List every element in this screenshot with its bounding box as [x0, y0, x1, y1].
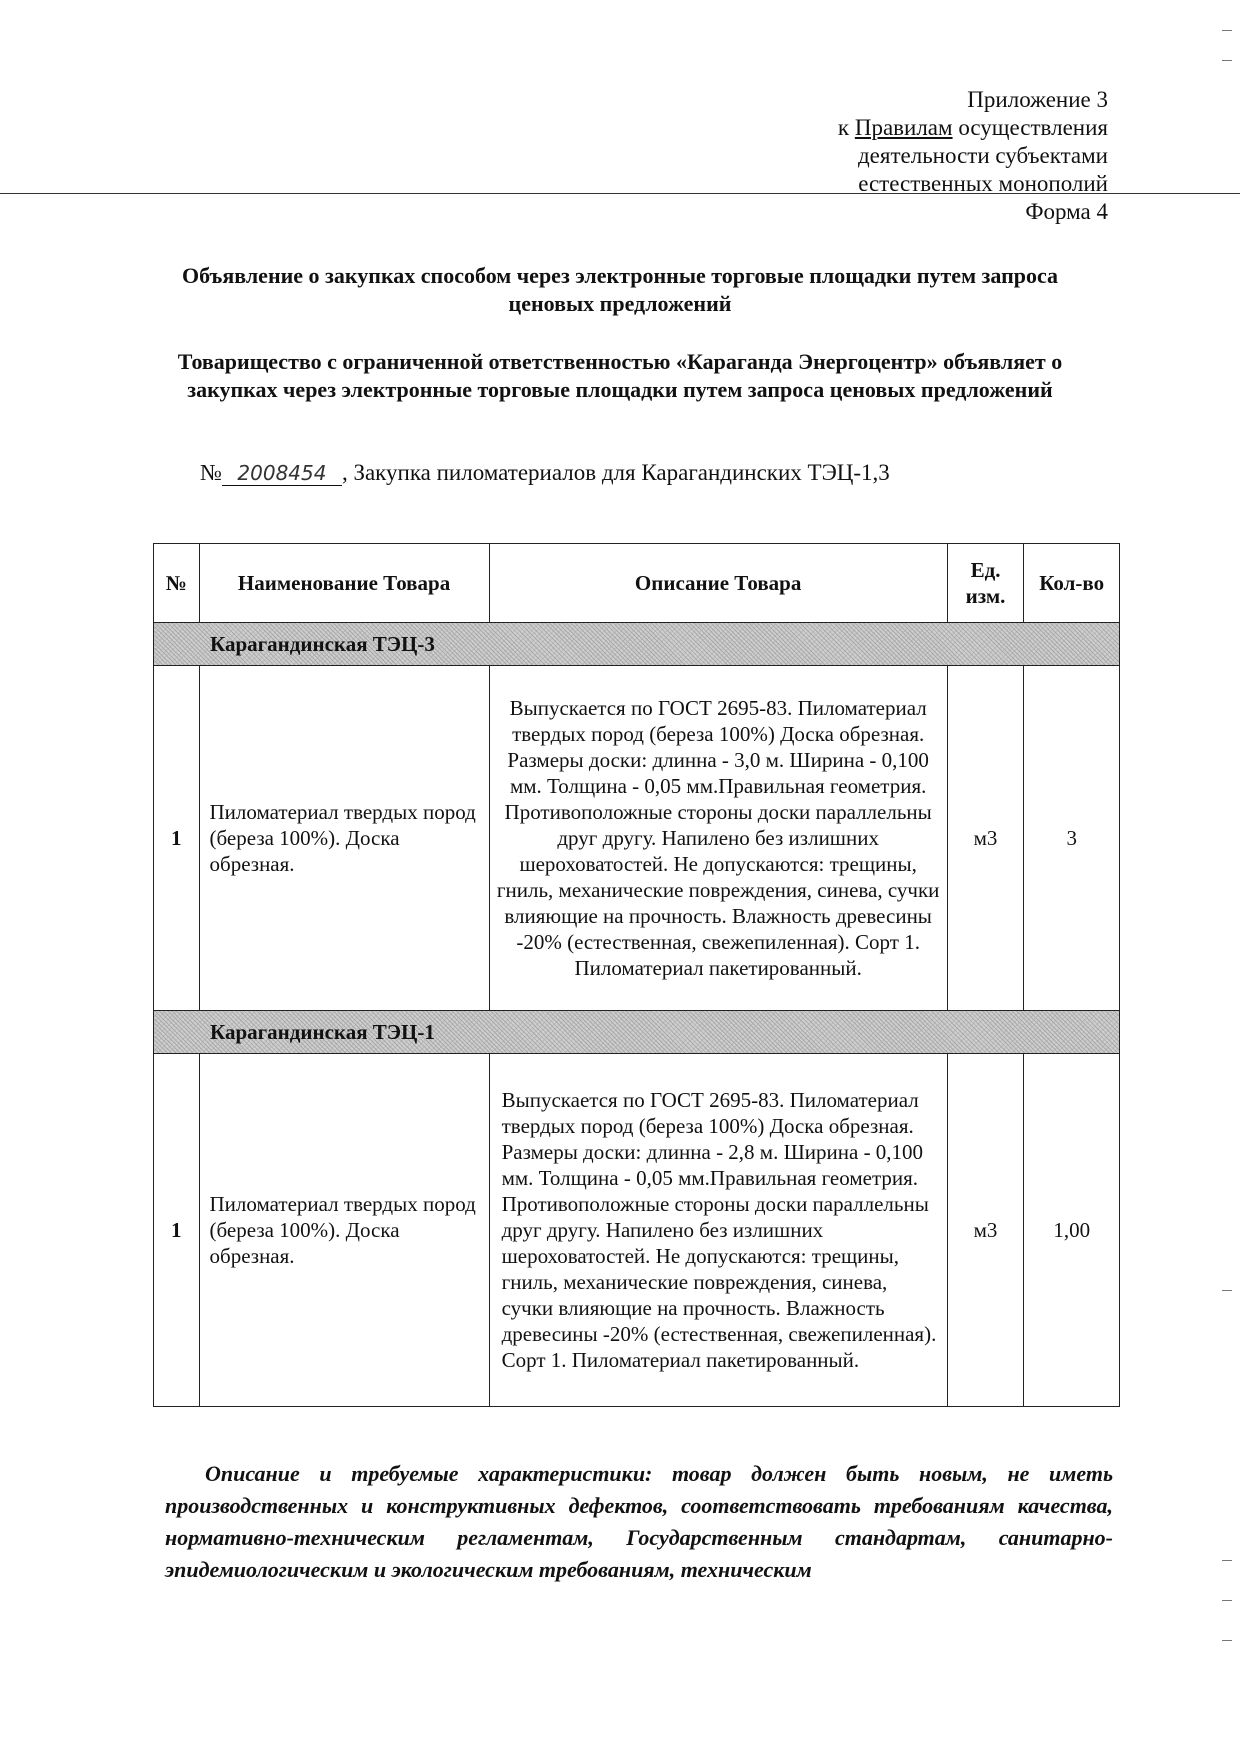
appendix-header	[688, 86, 1108, 226]
row-desc: Выпускается по ГОСТ 2695-83. Пиломатериал твердых пород (береза 100%) Доска обрезная. Размеры доски: длинна - 3,0 м. Ширина - 0,100 мм. Толщина - 0,05 мм.Правильная геометрия. Противоположные стороны доски параллельны друг другу. Напилено без излишних шероховатостей. Не допускаются: трещины, гниль, механические повреждения, синева, сучки влияющие на прочность. Влажность древесины -20% (естественная, свежепиленная). Сорт 1. Пиломатериал пакетированный.	[489, 666, 947, 1011]
announcement-title: Объявление о закупках способом через электронные торговые площадки путем запроса ценовых предложений	[181, 263, 1059, 316]
table-row	[154, 1054, 1120, 1407]
appendix-line3: деятельности субъектами	[857, 143, 1108, 168]
form-number: Форма 4	[1025, 199, 1108, 224]
table-row	[154, 666, 1120, 1011]
appendix-line4: естественных монополий	[858, 171, 1108, 196]
purchase-text: , Закупка пиломатериалов для Карагандинских ТЭЦ-1,3	[341, 460, 890, 485]
row-name: Пиломатериал твердых пород (береза 100%). Доска обрезная.	[199, 1054, 489, 1407]
purchase-number: 2008454	[222, 461, 342, 486]
row-no: 1	[154, 666, 200, 1011]
row-unit: м3	[947, 666, 1024, 1011]
purchase-line	[200, 460, 890, 486]
table-header-row	[154, 544, 1120, 623]
items-table	[153, 543, 1120, 1407]
appendix-rules-line: к Правилам осуществления	[837, 115, 1108, 140]
appendix-number: Приложение 3	[967, 87, 1108, 112]
scan-edge-marks	[1222, 0, 1232, 1754]
company-announcement: Товарищество с ограниченной ответственностью «Караганда Энергоцентр» объявляет о закупках через электронные торговые площадки путем запроса ценовых предложений	[177, 349, 1063, 402]
header-unit: Ед. изм.	[947, 544, 1024, 623]
row-qty: 1,00	[1024, 1054, 1120, 1407]
rules-link[interactable]: Правилам	[854, 115, 953, 140]
header-name: Наименование Товара	[199, 544, 489, 623]
section-title: Карагандинская ТЭЦ-1	[154, 1011, 1120, 1054]
purchase-no-label: №	[200, 460, 222, 485]
row-no: 1	[154, 1054, 200, 1407]
header-qty: Кол-во	[1024, 544, 1120, 623]
row-name: Пиломатериал твердых пород (береза 100%). Доска обрезная.	[199, 666, 489, 1011]
header-desc: Описание Товара	[489, 544, 947, 623]
section-row	[154, 1011, 1120, 1054]
row-qty: 3	[1024, 666, 1120, 1011]
row-desc: Выпускается по ГОСТ 2695-83. Пиломатериал твердых пород (береза 100%) Доска обрезная. Размеры доски: длинна - 2,8 м. Ширина - 0,100 мм. Толщина - 0,05 мм.Правильная геометрия. Противоположные стороны доски параллельны друг другу. Напилено без излишних шероховатостей. Не допускаются: трещины, гниль, механические повреждения, синева, сучки влияющие на прочность. Влажность древесины -20% (естественная, свежепиленная). Сорт 1. Пиломатериал пакетированный.	[489, 1054, 947, 1407]
section-title: Карагандинская ТЭЦ-3	[154, 623, 1120, 666]
requirements-paragraph: Описание и требуемые характеристики: товар должен быть новым, не иметь производственных и конструктивных дефектов, соответствовать требованиям качества, нормативно-техническим регламентам, Государственным стандартам, санитарно-эпидемиологическим и экологическим требованиям, техническим	[165, 1461, 1113, 1582]
section-row	[154, 623, 1120, 666]
row-unit: м3	[947, 1054, 1024, 1407]
header-no: №	[154, 544, 200, 623]
